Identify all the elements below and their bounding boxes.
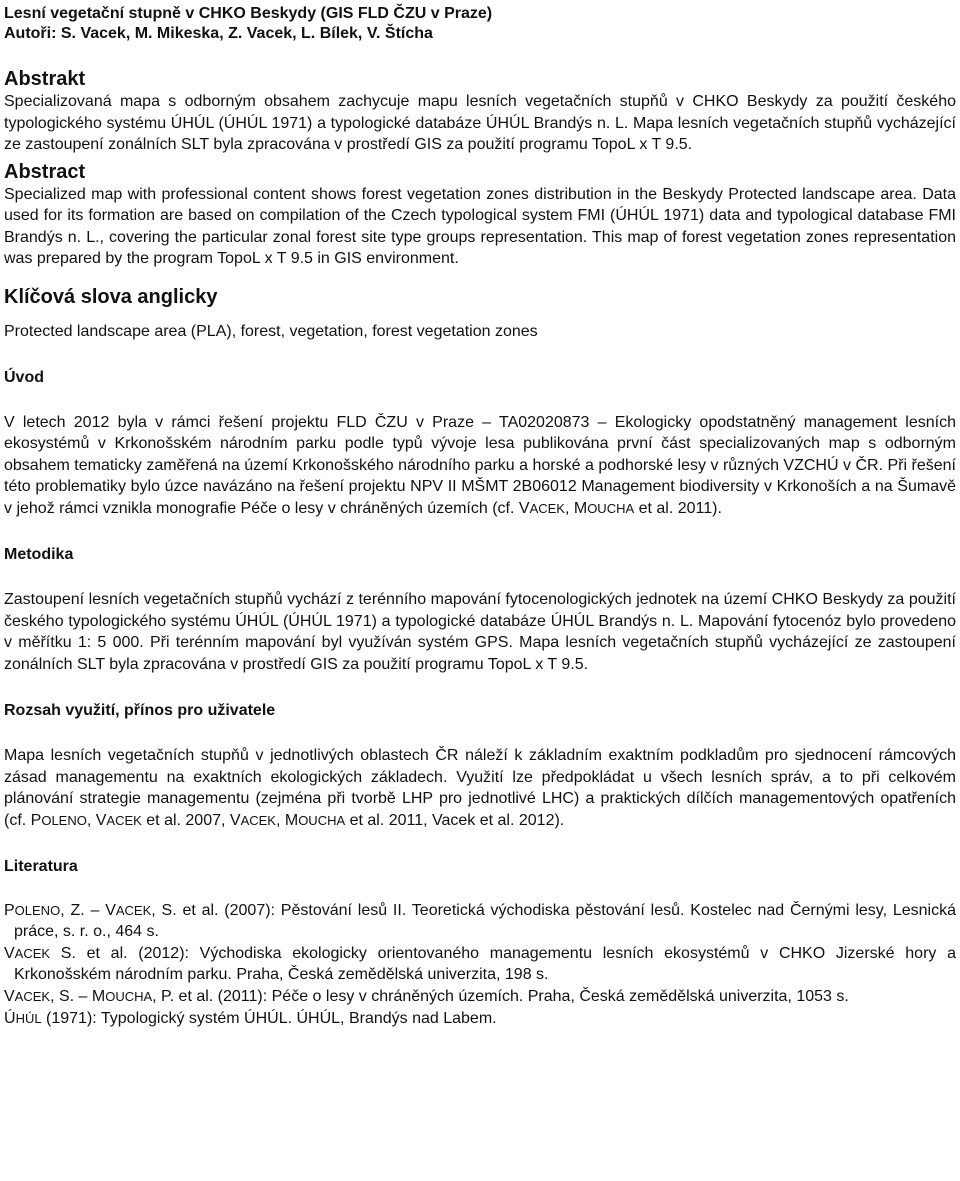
- ref-rest: , P. et al. (2011): Péče o lesy v chráněných územích. Praha, Česká zemědělská univerzita, 1053 s.: [152, 988, 849, 1005]
- metodika-heading: Metodika: [4, 546, 74, 563]
- citation-author: V: [518, 499, 530, 517]
- uvod-text: [4, 412, 956, 520]
- ref-author-smallcaps: OLENO: [14, 903, 61, 918]
- ref-author-mid: , S. –: [50, 988, 92, 1005]
- uvod-heading: Úvod: [4, 368, 44, 386]
- ref-author-initial: P: [4, 902, 15, 919]
- ref-author-initial: M: [91, 988, 106, 1005]
- citation-separator: ,: [564, 499, 574, 517]
- abstrakt-heading: Abstrakt: [4, 68, 86, 90]
- citation-separator: ,: [86, 811, 96, 829]
- citation-author: M: [573, 499, 588, 517]
- reference-item: [4, 900, 956, 942]
- keywords-text: Protected landscape area (PLA), forest, vegetation, forest vegetation zones: [4, 322, 538, 340]
- ref-rest: , S. et al. (2007): Pěstování lesů II. Teoretická východiska pěstování lesů. Kostelec nad Černými lesy, Lesnická práce, s. r. o., 464 s.: [14, 902, 956, 940]
- citation-separator: ,: [275, 811, 285, 829]
- citation-author: V: [95, 811, 107, 829]
- ref-author-smallcaps: ACEK: [14, 946, 51, 961]
- metodika-text: Zastoupení lesních vegetačních stupňů vychází z terénního mapování fytocenologických jednotek na území CHKO Beskydy za použití českého typologického systému ÚHÚL (ÚHÚL 1971) a typologické databáze ÚHÚL Brandýs n. L. Mapování fytocenóz bylo provedeno v měřítku 1: 5 000. Při terénním mapování byl využíván systém GPS. Mapa lesních vegetačních stupňů vycházející ze zastoupení zonálních SLT byla zpracována v prostředí GIS za použití programu TopoL x T 9.5.: [4, 591, 956, 673]
- ref-rest: S. et al. (2012): Východiska ekologicky orientovaného managementu lesních ekosystémů v CHKO Jizerské hory a Krkonošském národním parku. Praha, Česká zemědělská univerzita, 198 s.: [14, 945, 956, 983]
- uvod-text-end: et al. 2011).: [634, 499, 722, 517]
- reference-item: [4, 986, 956, 1007]
- ref-author-smallcaps: ACEK: [115, 903, 152, 918]
- keywords-heading: Klíčová slova anglicky: [4, 285, 218, 308]
- literatura-heading: Literatura: [4, 858, 78, 875]
- citation-author-smallcaps: ACEK: [106, 812, 142, 828]
- authors-line: Autoři: S. Vacek, M. Mikeska, Z. Vacek, L. Bílek, V. Štícha: [4, 25, 433, 42]
- uvod-text-main: V letech 2012 byla v rámci řešení projektu FLD ČZU v Praze – TA02020873 – Ekologicky opodstatněný management lesních ekosystémů v Krkonošském národním parku podle typů vývoje lesa publikována první část specializovaných map s odborným obsahem tematicky zaměřená na území Krkonošského národního parku a horské a podhorské lesy v různých VZCHÚ v ČR. Při řešení této problematiky bylo úzce navázáno na řešení projektu NPV II MŠMT 2B06012 Management biodiversity v Krkonoších a na Šumavě v jehož rámci vznikla monografie Péče o lesy v chráněných územích (cf.: [4, 413, 956, 517]
- citation-author: V: [229, 811, 241, 829]
- ref-author-smallcaps: HÚL: [15, 1011, 42, 1026]
- ref-author-initial: V: [4, 945, 15, 962]
- citation-author: P: [30, 811, 42, 829]
- ref-author-initial: V: [105, 902, 116, 919]
- ref-rest: (1971): Typologický systém ÚHÚL. ÚHÚL, Brandýs nad Labem.: [41, 1010, 497, 1027]
- ref-author-mid: , Z. –: [60, 902, 106, 919]
- citation-author-smallcaps: OLENO: [41, 812, 87, 828]
- citation-middle: et al. 2007,: [141, 811, 230, 829]
- document-title: Lesní vegetační stupně v CHKO Beskydy (GIS FLD ČZU v Praze): [4, 5, 493, 22]
- rozsah-text-main: Mapa lesních vegetačních stupňů v jednotlivých oblastech ČR náleží k základním exaktním podkladům pro sjednocení rámcových zásad managementu na exaktních ekologických základech. Využití lze předpokládat u všech lesních správ, a to při celkovém plánování strategie managementu (zejména při tvorbě LHP pro jednotlivé LHC) a praktických dílčích managementových opatřeních (cf.: [4, 747, 956, 829]
- abstrakt-text: Specializovaná mapa s odborným obsahem zachycuje mapu lesních vegetačních stupňů v CHKO Beskydy za použití českého typologického systému ÚHÚL (ÚHÚL 1971) a typologické databáze ÚHÚL Brandýs n. L. Mapa lesních vegetačních stupňů vycházející ze zastoupení zonálních SLT byla zpracována v prostředí GIS za použití programu TopoL x T 9.5.: [4, 93, 956, 153]
- citation-author: M: [284, 811, 299, 829]
- ref-author-smallcaps: OUCHA: [105, 989, 153, 1004]
- ref-author-smallcaps: ACEK: [14, 989, 51, 1004]
- rozsah-heading: Rozsah využití, přínos pro uživatele: [4, 702, 276, 719]
- rozsah-text: [4, 745, 956, 831]
- citation-author-smallcaps: ACEK: [240, 812, 276, 828]
- reference-item: [4, 943, 956, 985]
- reference-item: [4, 1008, 956, 1029]
- reference-list: [4, 900, 956, 1029]
- citation-author-smallcaps: OUCHA: [587, 500, 635, 516]
- citation-author-smallcaps: ACEK: [529, 500, 565, 516]
- rozsah-text-end: et al. 2011, Vacek et al. 2012).: [345, 811, 565, 829]
- ref-author-initial: V: [4, 988, 15, 1005]
- abstract-heading: Abstract: [4, 160, 86, 183]
- ref-author-initial: Ú: [4, 1010, 16, 1027]
- abstract-text: Specialized map with professional content shows forest vegetation zones distribution in the Beskydy Protected landscape area. Data used for its formation are based on compilation of the Czech typological system FMI (ÚHÚL 1971) data and typological database FMI Brandýs n. L., covering the particular zonal forest site type groups representation. This map of forest vegetation zones representation was prepared by the program TopoL x T 9.5 in GIS environment.: [4, 185, 956, 267]
- citation-author-smallcaps: OUCHA: [298, 812, 346, 828]
